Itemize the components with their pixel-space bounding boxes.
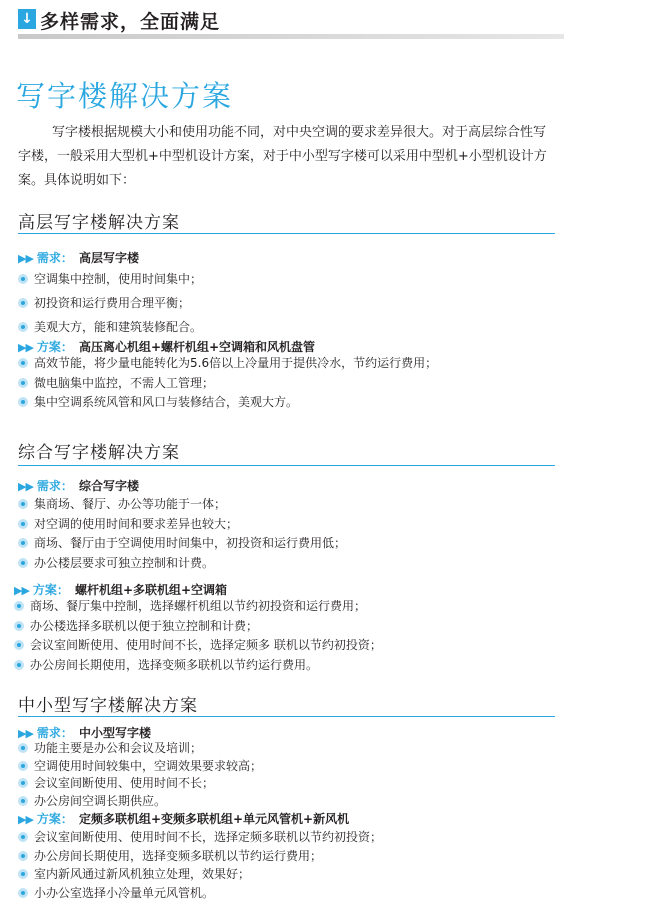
bullet-icon [18, 397, 28, 407]
need-label-row [18, 250, 139, 267]
list-item: 空调集中控制，使用时间集中； [18, 267, 202, 291]
header-title: 多样需求，全面满足 [40, 11, 221, 33]
need-value: 综合写字楼 [78, 479, 139, 493]
double-arrow-icon: ▶▶ [18, 727, 33, 740]
list-item: 初投资和运行费用合理平衡； [18, 291, 202, 315]
double-arrow-icon: ▶▶ [18, 252, 33, 265]
list-item: 功能主要是办公和会议及培训； [18, 740, 262, 758]
bullet-icon [18, 743, 28, 753]
need-value: 中小型写字楼 [78, 726, 151, 740]
bullet-icon [18, 888, 28, 898]
plan-list [18, 354, 437, 413]
need-list [18, 495, 346, 573]
double-arrow-icon: ▶▶ [18, 480, 33, 493]
list-item: 办公楼选择多联机以便于独立控制和计费； [14, 617, 382, 637]
list-item: 空调使用时间较集中，空调效果要求较高； [18, 758, 262, 776]
intro-paragraph: 写字楼根据规模大小和使用功能不同，对中央空调的要求差异很大。对于高层综合性写字楼，一般采用大型机+中型机设计方案，对于中小型写字楼可以采用中型机+小型机设计方案。具体说明如下： [18, 125, 547, 188]
plan-label-row [18, 811, 349, 828]
list-item: 办公房间长期使用，选择变频多联机以节约运行费用。 [14, 656, 382, 676]
bullet-icon [18, 322, 28, 332]
plan-label: 方案： [36, 340, 73, 354]
plan-label: 方案： [32, 583, 69, 597]
bullet-icon [18, 869, 28, 879]
bullet-icon [18, 538, 28, 548]
section-title: 综合写字楼解决方案 [18, 443, 180, 463]
list-item: 小办公室选择小冷量单元风管机。 [18, 884, 382, 903]
double-arrow-icon: ▶▶ [18, 813, 33, 826]
bullet-icon [18, 778, 28, 788]
list-item: 集商场、餐厅、办公等功能于一体； [18, 495, 346, 515]
list-item: 办公房间长期使用，选择变频多联机以节约运行费用； [18, 847, 382, 866]
bullet-icon [14, 660, 24, 670]
plan-value: 定频多联机组+变频多联机组+单元风管机+新风机 [78, 812, 350, 826]
section-title: 中小型写字楼解决方案 [18, 696, 198, 716]
double-arrow-icon: ▶▶ [14, 584, 29, 597]
list-item: 微电脑集中监控，不需人工管理； [18, 374, 437, 394]
header-bar [18, 7, 564, 35]
plan-list [18, 828, 382, 902]
section-title: 高层写字楼解决方案 [18, 213, 180, 233]
need-value: 高层写字楼 [78, 251, 139, 265]
list-item: 集中空调系统风管和风口与装修结合，美观大方。 [18, 393, 437, 413]
list-item: 商场、餐厅集中控制，选择螺杆机组以节约初投资和运行费用； [14, 597, 382, 617]
need-label-row [18, 478, 139, 495]
need-list [18, 267, 202, 339]
list-item: 对空调的使用时间和要求差异也较大； [18, 515, 346, 535]
plan-value: 螺杆机组+多联机组+空调箱 [74, 583, 228, 597]
bullet-icon [18, 761, 28, 771]
plan-value: 高压离心机组+螺杆机组+空调箱和风机盘管 [78, 340, 316, 354]
bullet-icon [14, 640, 24, 650]
list-item: 办公房间空调长期供应。 [18, 793, 262, 811]
list-item: 商场、餐厅由于空调使用时间集中，初投资和运行费用低； [18, 534, 346, 554]
bullet-icon [18, 519, 28, 529]
section-divider [18, 465, 555, 466]
list-item: 室内新风通过新风机独立处理，效果好； [18, 865, 382, 884]
bullet-icon [14, 621, 24, 631]
bullet-icon [18, 832, 28, 842]
need-list [18, 740, 262, 810]
down-arrow-icon: ↓ [18, 9, 36, 29]
bullet-icon [18, 358, 28, 368]
need-label: 需求： [36, 251, 73, 265]
list-item: 会议室间断使用、使用时间不长，选择定频多联机以节约初投资； [18, 828, 382, 847]
page-title: 写字楼解决方案 [16, 79, 234, 113]
plan-list [14, 597, 382, 675]
bullet-icon [14, 601, 24, 611]
bullet-icon [18, 274, 28, 284]
section-divider [18, 716, 555, 717]
bullet-icon [18, 851, 28, 861]
need-label: 需求： [36, 479, 73, 493]
bullet-icon [18, 796, 28, 806]
list-item: 会议室间断使用、使用时间不长，选择定频多 联机以节约初投资； [14, 636, 382, 656]
list-item: 美观大方，能和建筑装修配合。 [18, 315, 202, 339]
plan-label: 方案： [36, 812, 73, 826]
need-label: 需求： [36, 726, 73, 740]
list-item: 高效节能，将少量电能转化为5.6倍以上冷量用于提供冷水，节约运行费用； [18, 354, 437, 374]
bullet-icon [18, 378, 28, 388]
bullet-icon [18, 558, 28, 568]
bullet-icon [18, 298, 28, 308]
list-item: 会议室间断使用、使用时间不长； [18, 775, 262, 793]
double-arrow-icon: ▶▶ [18, 341, 33, 354]
section-divider [18, 233, 555, 234]
list-item: 办公楼层要求可独立控制和计费。 [18, 554, 346, 574]
header-divider [18, 34, 564, 39]
bullet-icon [18, 499, 28, 509]
